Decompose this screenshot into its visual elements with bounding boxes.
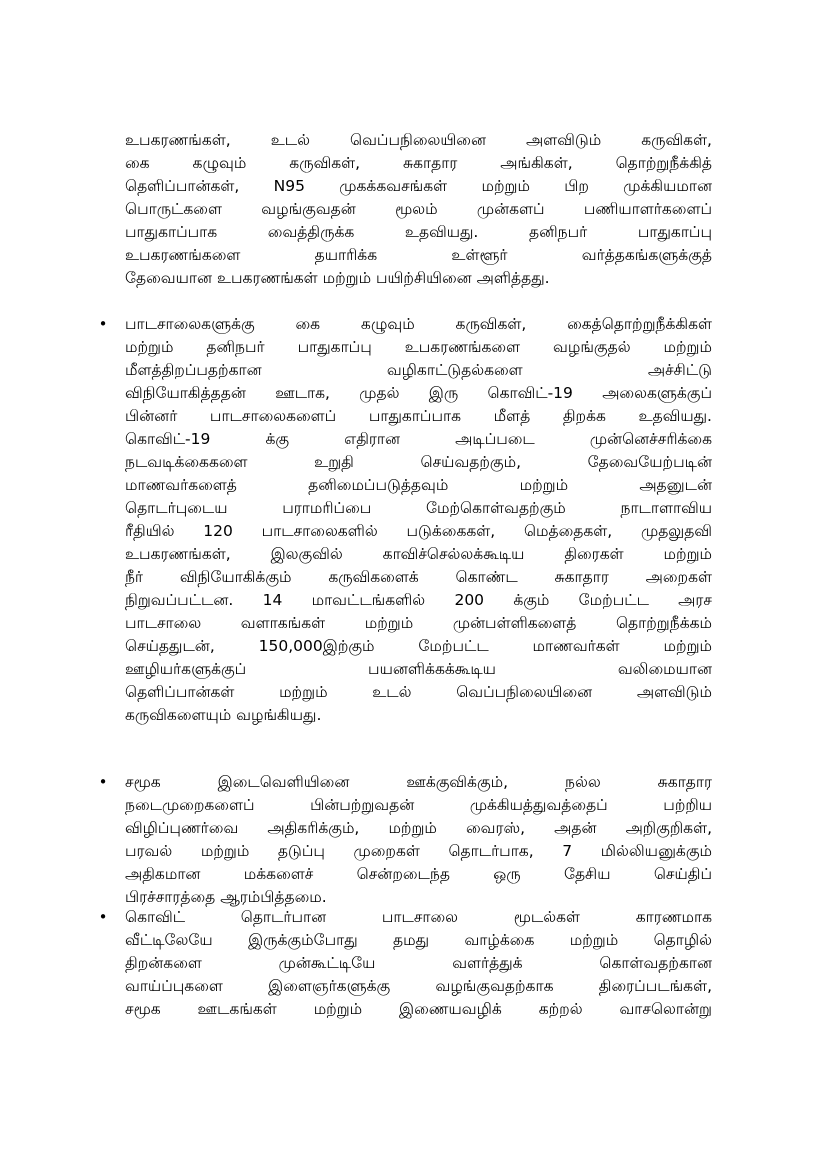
paragraph-line: கை கழுவும் கருவிகள், சுகாதார அங்கிகள், தொற்றுநீக்கித் (125, 154, 712, 172)
bullet-line: நடவடிக்கைகளை உறுதி செய்வதற்கும், தேவையேற்படின் (125, 453, 712, 471)
paragraph-line: பாதுகாப்பாக வைத்திருக்க உதவியது. தனிநபர் பாதுகாப்பு (125, 223, 712, 241)
bullet-icon: • (98, 908, 108, 926)
bullet-line: பின்னர் பாடசாலைகளைப் பாதுகாப்பாக மீளத் திறக்க உதவியது. (125, 407, 712, 425)
bullet-line: தெளிப்பான்கள் மற்றும் உடல் வெப்பநிலையினை அளவிடும் (125, 683, 712, 701)
bullet-line: வீட்டிலேயே இருக்கும்போது தமது வாழ்க்கை மற்றும் தொழில் (125, 931, 712, 949)
paragraph-line: உபகரணங்கள், உடல் வெப்பநிலையினை அளவிடும் கருவிகள், (125, 131, 712, 149)
bullet-line: செய்ததுடன், 150,000இற்கும் மேற்பட்ட மாணவர்கள் மற்றும் (125, 637, 712, 655)
bullet-line: திறன்களை முன்கூட்டியே வளர்த்துக் கொள்வதற்கான (125, 954, 712, 972)
bullet-line: பாடசாலைகளுக்கு கை கழுவும் கருவிகள், கைத்தொற்றுநீக்கிகள் (125, 315, 712, 333)
bullet-line: கொவிட்-19 க்கு எதிரான அடிப்படை முன்னெச்சரிக்கை (125, 430, 712, 448)
paragraph-line: பொருட்களை வழங்குவதன் மூலம் முன்களப் பணியாளர்களைப் (125, 200, 712, 218)
bullet-item-youth (96, 906, 712, 1021)
bullet-line: கருவிகளையும் வழங்கியது. (125, 706, 322, 724)
bullet-line: அதிகமான மக்களைச் சென்றடைந்த ஒரு தேசிய செய்திப் (125, 865, 712, 883)
intro-paragraph (125, 129, 712, 290)
bullet-icon: • (98, 315, 108, 333)
bullet-line: ரீதியில் 120 பாடசாலைகளில் படுக்கைகள், மெத்தைகள், முதலுதவி (125, 522, 712, 540)
bullet-list (96, 313, 712, 727)
bullet-line: நிறுவப்பட்டன. 14 மாவட்டங்களில் 200 க்கும் மேற்பட்ட அரச (125, 591, 712, 609)
bullet-line: மற்றும் தனிநபர் பாதுகாப்பு உபகரணங்களை வழங்குதல் மற்றும் (125, 338, 712, 356)
bullet-line: சமூக இடைவெளியினை ஊக்குவிக்கும், நல்ல சுகாதார (125, 773, 712, 791)
bullet-line: வாய்ப்புகளை இளைஞர்களுக்கு வழங்குவதற்காக திரைப்படங்கள், (125, 977, 712, 995)
bullet-line: ஊழியர்களுக்குப் பயனளிக்கக்கூடிய வலிமையான (125, 660, 712, 678)
bullet-line: பாடசாலை வளாகங்கள் மற்றும் முன்பள்ளிகளைத் தொற்றுநீக்கம் (125, 614, 712, 632)
bullet-list (96, 906, 712, 1021)
bullet-item-campaign (96, 771, 712, 909)
bullet-line: விழிப்புணர்வை அதிகரிக்கும், மற்றும் வைரஸ், அதன் அறிகுறிகள், (125, 819, 712, 837)
bullet-line: மீளத்திறப்பதற்கான வழிகாட்டுதல்களை அச்சிட்டு (125, 361, 712, 379)
bullet-line: உபகரணங்கள், இலகுவில் காவிச்செல்லக்கூடிய திரைகள் மற்றும் (125, 545, 712, 563)
paragraph-line: உபகரணங்களை தயாரிக்க உள்ளூர் வர்த்தகங்களுக்குத் (125, 246, 712, 264)
paragraph-line: தேவையான உபகரணங்கள் மற்றும் பயிற்சியினை அளித்தது. (125, 269, 550, 287)
bullet-line: பிரச்சாரத்தை ஆரம்பித்தமை. (125, 888, 327, 906)
bullet-line: நீர் விநியோகிக்கும் கருவிகளைக் கொண்ட சுகாதார அறைகள் (125, 568, 712, 586)
bullet-list (96, 771, 712, 909)
bullet-line: சமூக ஊடகங்கள் மற்றும் இணையவழிக் கற்றல் வாசலொன்று (125, 1000, 712, 1018)
bullet-icon: • (98, 773, 108, 791)
bullet-line: நடைமுறைகளைப் பின்பற்றுவதன் முக்கியத்துவத்தைப் பற்றிய (125, 796, 712, 814)
bullet-line: கொவிட் தொடர்பான பாடசாலை மூடல்கள் காரணமாக (125, 908, 712, 926)
bullet-line: விநியோகித்ததன் ஊடாக, முதல் இரு கொவிட்-19 அலைகளுக்குப் (125, 384, 712, 402)
bullet-line: மாணவர்களைத் தனிமைப்படுத்தவும் மற்றும் அதனுடன் (125, 476, 712, 494)
bullet-item-schools (96, 313, 712, 727)
bullet-line: தொடர்புடைய பராமரிப்பை மேற்கொள்வதற்கும் நாடாளாவிய (125, 499, 712, 517)
bullet-line: பரவல் மற்றும் தடுப்பு முறைகள் தொடர்பாக, 7 மில்லியனுக்கும் (125, 842, 712, 860)
paragraph-line: தெளிப்பான்கள், N95 முகக்கவசங்கள் மற்றும் பிற முக்கியமான (125, 177, 712, 195)
